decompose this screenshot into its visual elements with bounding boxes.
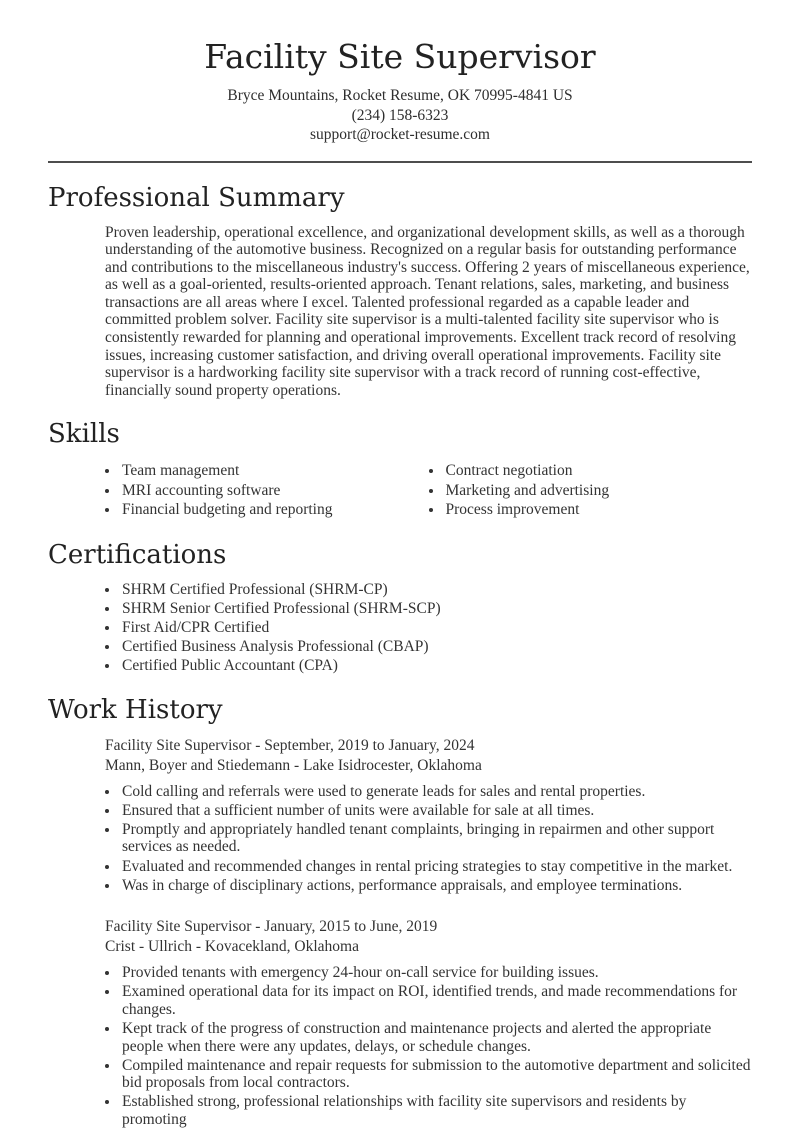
job-company-line: Crist - Ullrich - Kovacekland, Oklahoma <box>105 938 359 956</box>
job-title-line: Facility Site Supervisor - September, 2019 to January, 2024 <box>105 736 475 754</box>
contact-block <box>48 86 752 145</box>
section-heading-professional-summary: Professional Summary <box>48 182 345 213</box>
section-heading-certifications: Certifications <box>48 539 227 570</box>
list-item: • Process improvement <box>444 501 753 519</box>
list-item: • Was in charge of disciplinary actions, performance appraisals, and employee terminations. <box>120 877 752 895</box>
contact-address: Bryce Mountains, Rocket Resume, OK 70995-4841 US <box>227 87 573 104</box>
list-item: • Promptly and appropriately handled tenant complaints, bringing in repairmen and other support services as needed. <box>120 821 752 856</box>
certifications-list <box>105 581 752 675</box>
skills-columns <box>105 460 752 519</box>
list-item: • Kept track of the progress of construction and maintenance projects and alerted the appropriate people when there were any updates, delays, or schedule changes. <box>120 1020 752 1055</box>
list-item: • Certified Business Analysis Professional (CBAP) <box>120 638 752 656</box>
section-professional-summary <box>48 183 752 400</box>
list-item: • Evaluated and recommended changes in rental pricing strategies to stay competitive in the market. <box>120 858 752 876</box>
job-bullets-2 <box>105 964 752 1128</box>
section-certifications <box>48 540 752 675</box>
list-item: • SHRM Senior Certified Professional (SHRM-SCP) <box>120 600 752 618</box>
section-skills <box>48 419 752 519</box>
job-company-line: Mann, Boyer and Stiedemann - Lake Isidrocester, Oklahoma <box>105 756 482 774</box>
list-item: • MRI accounting software <box>120 482 429 500</box>
summary-paragraph: Proven leadership, operational excellence, and organizational development skills, as well as a thorough understanding of the automotive business. Recognized on a regular basis for outstanding performance and contributions to the miscellaneous industry's success. Offering 2 years of miscellaneous experience, as well as a goal-oriented, results-oriented approach. Tenant relations, sales, marketing, and business transactions are all areas where I excel. Talented professional regarded as a capable leader and committed problem solver. Facility site supervisor is a multi-talented facility site supervisor who is consistently rewarded for planning and operational improvements. Excellent track record of resolving issues, increasing customer satisfaction, and driving overall operational improvements. Facility site supervisor is a hardworking facility site supervisor with a track record of running cost-effective, financially sound property operations. <box>105 223 750 399</box>
list-item: • Examined operational data for its impact on ROI, identified trends, and made recommendations for changes. <box>120 983 752 1018</box>
list-item: • Certified Public Accountant (CPA) <box>120 657 752 675</box>
section-heading-skills: Skills <box>48 419 120 450</box>
skills-list-left <box>105 462 429 519</box>
job-entry-2 <box>48 917 752 1128</box>
page-title: Facility Site Supervisor <box>204 37 596 76</box>
list-item: • Cold calling and referrals were used to generate leads for sales and rental properties. <box>120 783 752 801</box>
list-item: • Established strong, professional relationships with facility site supervisors and residents by promoting <box>120 1093 752 1128</box>
section-heading-work-history: Work History <box>48 694 223 725</box>
job-title-line: Facility Site Supervisor - January, 2015 to June, 2019 <box>105 918 438 936</box>
list-item: • Compiled maintenance and repair requests for submission to the automotive department and solicited bid proposals from local contractors. <box>120 1057 752 1092</box>
list-item: • Contract negotiation <box>444 462 753 480</box>
list-item: • SHRM Certified Professional (SHRM-CP) <box>120 581 752 599</box>
header-divider <box>48 161 752 163</box>
list-item: • Financial budgeting and reporting <box>120 501 429 519</box>
contact-phone: (234) 158-6323 <box>351 106 449 124</box>
resume-header <box>48 38 752 163</box>
list-item: • Ensured that a sufficient number of units were available for sale at all times. <box>120 802 752 820</box>
job-bullets-1 <box>105 783 752 895</box>
job-entry-1 <box>48 736 752 895</box>
list-item: • Provided tenants with emergency 24-hour on-call service for building issues. <box>120 964 752 982</box>
section-work-history <box>48 695 752 1129</box>
contact-email: support@rocket-resume.com <box>310 126 490 143</box>
skills-list-right <box>429 462 753 519</box>
list-item: • Marketing and advertising <box>444 482 753 500</box>
list-item: • Team management <box>120 462 429 480</box>
list-item: • First Aid/CPR Certified <box>120 619 752 637</box>
